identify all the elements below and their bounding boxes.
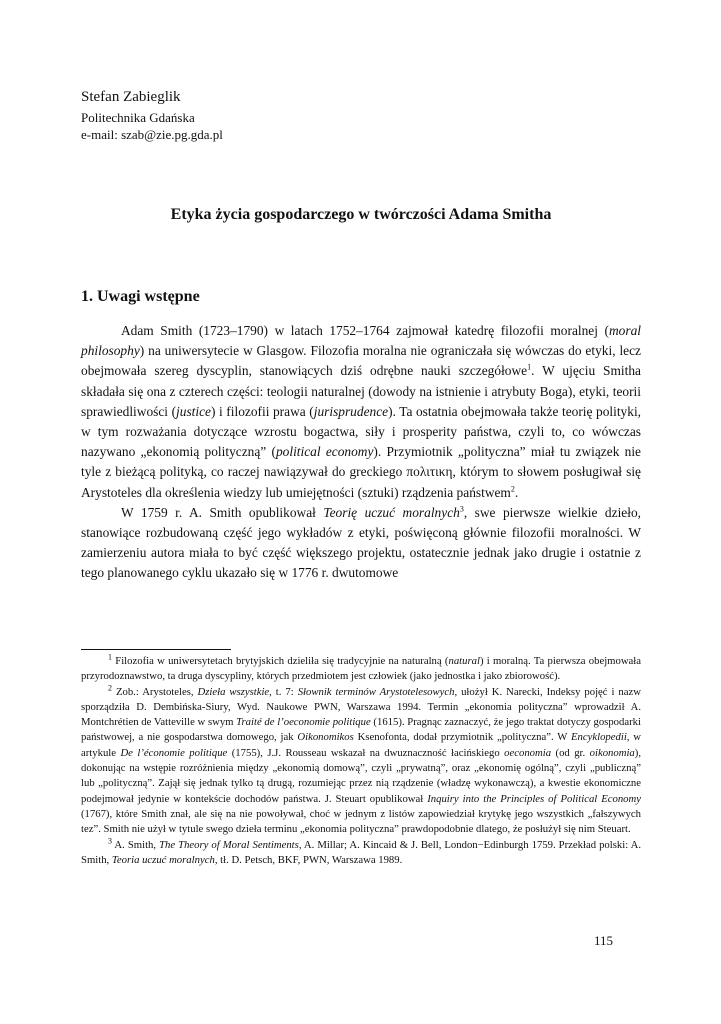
footnote-3: $^3$ A. Smith, The Theory of Moral Sentiments, A. Millar; A. Kincaid & J. Bell, London−Edinburgh 1759. Przekład polski: A. Smith, Teoria uczuć moralnych, tł. D. Petsch, BKF, PWN, Warszawa 1989.	[81, 836, 641, 866]
footnotes	[81, 654, 641, 868]
section-heading: 1. Uwagi wstępne	[81, 288, 200, 305]
author-name: Stefan Zabieglik	[81, 89, 181, 105]
footnote-ref-2: 2	[510, 484, 515, 494]
page-number: 115	[594, 933, 614, 948]
footnote-ref-1: 1	[527, 362, 532, 372]
footnote-1: $^1$ Filozofia w uniwersytetach brytyjskich dzieliła się tradycyjnie na naturalną (natural) i moralną. Ta pierwsza obejmowała przyrodoznawstwo, ta druga dyscypliny, których przedmiotem jest człowiek (jako jednostka i jako zbiorowość).	[81, 652, 641, 683]
body-text	[81, 321, 641, 584]
footnote-divider	[81, 649, 231, 650]
footnote-ref-3: 3	[459, 504, 464, 514]
paragraph-2: W 1759 r. A. Smith opublikował Teorię uczuć moralnych$^3$, swe pierwsze wielkie dzieło, stanowiące rozbudowaną część jego wykładów z etyki, poświęconą głównie filozofii moralności. W zamierzeniu autora miała to być część większego projektu, ostatecznie jednak jako drugie i ostatnie z tego planowanego cyklu ukazało się w 1776 r. dwutomowe	[81, 504, 641, 581]
article-title: Etyka życia gospodarczego w twórczości Adama Smitha	[170, 206, 552, 223]
paragraph-1: Adam Smith (1723–1790) w latach 1752–1764 zajmował katedrę filozofii moralnej (moral philosophy) na uniwersytecie w Glasgow. Filozofia moralna nie ograniczała się wówczas do etyki, lecz obejmowała szereg dyscyplin, stanowiących dziś odrębne nauki szczegółowe$^1$. W ujęciu Smitha składała się ona z czterech części: teologii naturalnej (dowody na istnienie i atrybuty Boga), etyki, teorii sprawiedliwości (justice) i filozofii prawa (jurisprudence). Ta ostatnia obejmowała także teorię polityki, w tym rozważania dotyczące wzrostu bogactwa, siły i prosperity państwa, czyli to, co wówczas nazywano „ekonomią polityczną” (political economy). Przymiotnik „polityczna” miał tu związek nie tyle z bieżącą polityką, co raczej nawiązywał do greckiego πολιτικη, którym to słowem posługiwał się Arystoteles dla określenia wiedzy lub umiejętności (sztuki) rządzenia państwem$^2$.	[81, 323, 642, 500]
author-affiliation: Politechnika Gdańska	[81, 110, 195, 125]
author-email: e-mail: szab@zie.pg.gda.pl	[81, 127, 223, 142]
footnote-2: $^2$ Zob.: Arystoteles, Dzieła wszystkie, t. 7: Słownik terminów Arystotelesowych, ułożył K. Narecki, Indeksy pojęć i nazw sporządziła D. Dembińska-Siury, Wyd. Naukowe PWN, Warszawa 1994. Termin „ekonomia polityczna” wprowadził A. Montchrétien de Vatteville w swym Traité de l’oeconomie politique (1615). Pragnąc zaznaczyć, że jego traktat dotyczy gospodarki państwowej, a nie gospodarstwa domowego, jak Oikonomikos Ksenofonta, dodał przymiotnik „polityczna”. W Encyklopedii, w artykule De l’économie politique (1755), J.J. Rousseau wskazał na dwuznaczność łacińskiego oeconomia (od gr. oikonomia), dokonując na wstępie rozróżnienia między „ekonomią domową”, czyli „prywatną”, oraz „ekonomię ogólną”, czyli „publiczną” lub „polityczną”. Zajął się jednak tylko tą drugą, rozumiejąc przez nią rządzenie (władzę wykonawczą), a kwestie ekonomiczne podejmował jedynie w kontekście dochodów państwa. J. Steuart opublikował Inquiry into the Principles of Political Economy (1767), które Smith znał, ale się na nie powoływał, choć w jednym z listów zapowiedział krytykę jego wszystkich „fałszywych tez”. Smith nie użył w tytule swego dzieła terminu „ekonomia polityczna” prawdopodobnie dlatego, że posłużył się nim Steuart.	[81, 683, 641, 836]
